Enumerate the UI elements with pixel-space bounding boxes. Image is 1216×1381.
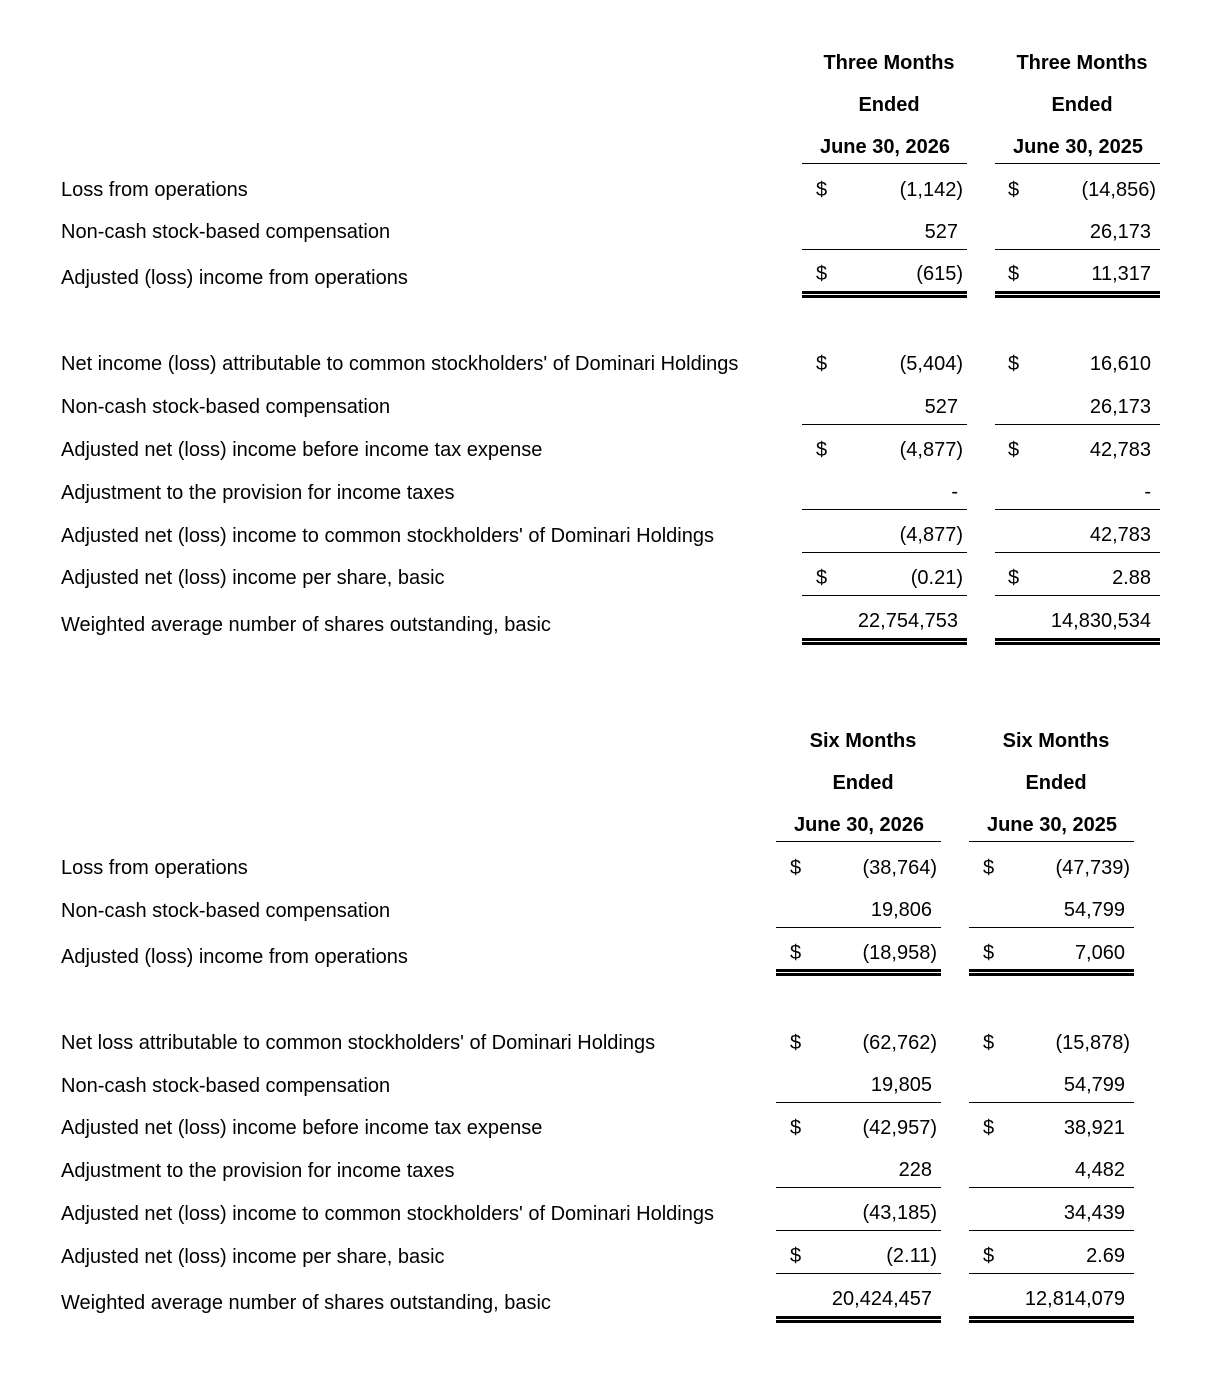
value-cell: (5,404): [899, 353, 963, 375]
row-label: Adjusted net (loss) income per share, basic: [61, 1246, 445, 1268]
header-col1-line1: Six Months: [809, 730, 917, 752]
subtotal-rule: [969, 1187, 1134, 1188]
subtotal-rule: [776, 1102, 941, 1103]
header-col2-line2: Ended: [1025, 772, 1087, 794]
dollar-sign: $: [790, 1117, 802, 1139]
value-cell: (4,877): [899, 439, 963, 461]
subtotal-rule: [995, 424, 1160, 425]
header-col1-line1: Three Months: [823, 52, 955, 74]
header-col2-line1: Three Months: [1016, 52, 1148, 74]
subtotal-rule: [969, 1230, 1134, 1231]
value-cell: -: [951, 481, 958, 503]
dollar-sign: $: [790, 1032, 802, 1054]
total-double-rule: [969, 1316, 1134, 1323]
value-cell: 42,783: [1089, 439, 1151, 461]
row-label: Non-cash stock-based compensation: [61, 1075, 391, 1097]
header-col1-line3: June 30, 2026: [819, 136, 951, 158]
dollar-sign: $: [983, 1117, 995, 1139]
subtotal-rule: [776, 1273, 941, 1274]
subtotal-rule: [995, 249, 1160, 250]
row-label: Adjusted net (loss) income per share, basic: [61, 567, 445, 589]
dollar-sign: $: [1008, 439, 1020, 461]
dollar-sign: $: [816, 353, 828, 375]
value-cell: (15,878): [1055, 1032, 1130, 1054]
subtotal-rule: [969, 927, 1134, 928]
value-cell: 54,799: [1063, 1074, 1125, 1096]
header-col2-line2: Ended: [1051, 94, 1113, 116]
value-cell: (42,957): [862, 1117, 937, 1139]
value-cell: 7,060: [1074, 942, 1125, 964]
value-cell: 527: [924, 396, 958, 418]
header-col1-line2: Ended: [832, 772, 894, 794]
row-label: Adjusted net (loss) income to common stockholders' of Dominari Holdings: [61, 525, 714, 547]
total-double-rule: [995, 638, 1160, 645]
total-double-rule: [969, 969, 1134, 976]
subtotal-rule: [995, 595, 1160, 596]
header-col1-line3: June 30, 2026: [793, 814, 925, 836]
dollar-sign: $: [983, 1245, 995, 1267]
value-cell: (4,877): [899, 524, 963, 546]
header-col2-line1: Six Months: [1002, 730, 1110, 752]
row-label: Non-cash stock-based compensation: [61, 221, 391, 243]
subtotal-rule: [995, 509, 1160, 510]
header-col2-line3: June 30, 2025: [986, 814, 1118, 836]
value-cell: 14,830,534: [1050, 610, 1151, 632]
value-cell: 22,754,753: [857, 610, 958, 632]
value-cell: -: [1144, 481, 1151, 503]
row-label: Weighted average number of shares outstanding, basic: [61, 1292, 551, 1314]
value-cell: (615): [916, 263, 963, 285]
value-cell: 12,814,079: [1024, 1288, 1125, 1310]
value-cell: 4,482: [1074, 1159, 1125, 1181]
value-cell: (62,762): [862, 1032, 937, 1054]
dollar-sign: $: [983, 857, 995, 879]
row-label: Weighted average number of shares outstanding, basic: [61, 614, 551, 636]
row-label: Adjusted (loss) income from operations: [61, 267, 408, 289]
dollar-sign: $: [1008, 353, 1020, 375]
dollar-sign: $: [816, 179, 828, 201]
row-label: Loss from operations: [61, 179, 248, 201]
value-cell: 16,610: [1089, 353, 1151, 375]
dollar-sign: $: [983, 942, 995, 964]
subtotal-rule: [802, 509, 967, 510]
value-cell: (47,739): [1055, 857, 1130, 879]
value-cell: (0.21): [910, 567, 963, 589]
row-label: Net income (loss) attributable to common stockholders' of Dominari Holdings: [61, 353, 739, 375]
dollar-sign: $: [816, 567, 828, 589]
subtotal-rule: [969, 1273, 1134, 1274]
subtotal-rule: [802, 552, 967, 553]
header-rule: [995, 163, 1160, 164]
value-cell: 2.88: [1112, 567, 1151, 589]
dollar-sign: $: [790, 1245, 802, 1267]
subtotal-rule: [995, 552, 1160, 553]
value-cell: 54,799: [1063, 899, 1125, 921]
total-double-rule: [802, 638, 967, 645]
header-col2-line3: June 30, 2025: [1012, 136, 1144, 158]
dollar-sign: $: [983, 1032, 995, 1054]
dollar-sign: $: [790, 857, 802, 879]
row-label: Adjustment to the provision for income taxes: [61, 1160, 455, 1182]
value-cell: 38,921: [1063, 1117, 1125, 1139]
value-cell: 26,173: [1089, 396, 1151, 418]
value-cell: 2.69: [1086, 1245, 1125, 1267]
header-rule: [802, 163, 967, 164]
row-label: Net loss attributable to common stockholders' of Dominari Holdings: [61, 1032, 656, 1054]
row-label: Non-cash stock-based compensation: [61, 396, 391, 418]
row-label: Loss from operations: [61, 857, 248, 879]
row-label: Non-cash stock-based compensation: [61, 900, 391, 922]
value-cell: (1,142): [899, 179, 963, 201]
dollar-sign: $: [816, 439, 828, 461]
subtotal-rule: [802, 249, 967, 250]
total-double-rule: [995, 291, 1160, 298]
value-cell: (2.11): [886, 1245, 937, 1267]
total-double-rule: [776, 1316, 941, 1323]
subtotal-rule: [802, 595, 967, 596]
row-label: Adjusted (loss) income from operations: [61, 946, 408, 968]
dollar-sign: $: [1008, 263, 1020, 285]
total-double-rule: [776, 969, 941, 976]
row-label: Adjusted net (loss) income before income tax expense: [61, 439, 543, 461]
value-cell: 228: [898, 1159, 932, 1181]
dollar-sign: $: [790, 942, 802, 964]
dollar-sign: $: [1008, 179, 1020, 201]
subtotal-rule: [776, 1187, 941, 1188]
subtotal-rule: [776, 927, 941, 928]
value-cell: 11,317: [1091, 263, 1151, 285]
value-cell: 20,424,457: [831, 1288, 932, 1310]
row-label: Adjustment to the provision for income taxes: [61, 482, 455, 504]
subtotal-rule: [776, 1230, 941, 1231]
subtotal-rule: [802, 424, 967, 425]
value-cell: 42,783: [1089, 524, 1151, 546]
total-double-rule: [802, 291, 967, 298]
dollar-sign: $: [1008, 567, 1020, 589]
value-cell: (18,958): [862, 942, 937, 964]
value-cell: (43,185): [862, 1202, 937, 1224]
header-rule: [969, 841, 1134, 842]
value-cell: (14,856): [1081, 179, 1156, 201]
header-col1-line2: Ended: [858, 94, 920, 116]
value-cell: (38,764): [862, 857, 937, 879]
row-label: Adjusted net (loss) income before income tax expense: [61, 1117, 543, 1139]
row-label: Adjusted net (loss) income to common stockholders' of Dominari Holdings: [61, 1203, 714, 1225]
value-cell: 26,173: [1089, 221, 1151, 243]
value-cell: 19,805: [870, 1074, 932, 1096]
value-cell: 527: [924, 221, 958, 243]
value-cell: 19,806: [870, 899, 932, 921]
header-rule: [776, 841, 941, 842]
dollar-sign: $: [816, 263, 828, 285]
subtotal-rule: [969, 1102, 1134, 1103]
value-cell: 34,439: [1063, 1202, 1125, 1224]
